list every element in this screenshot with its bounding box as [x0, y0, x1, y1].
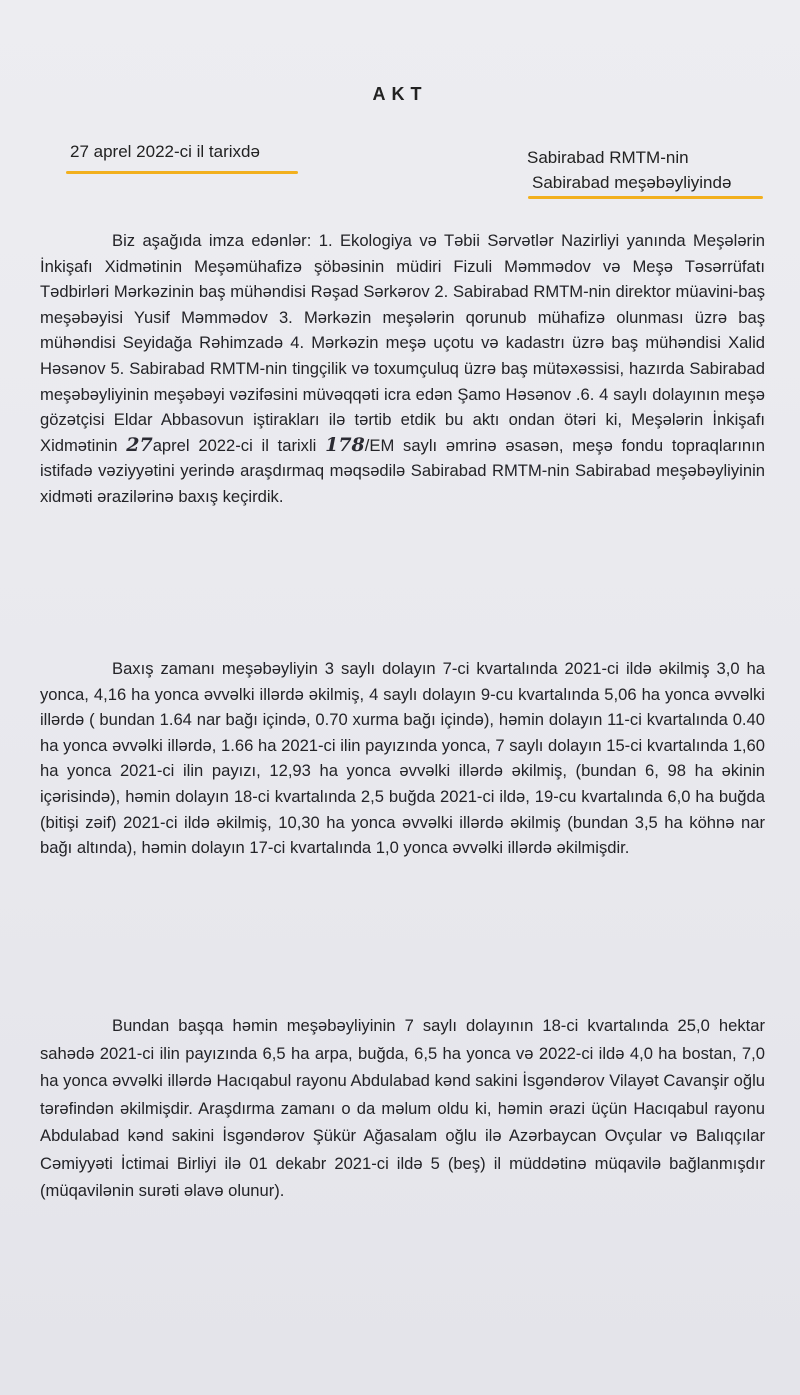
- handwritten-order-number: 178: [325, 433, 365, 456]
- paragraph1-part3: /EM saylı əmrinə əsasən, meşə fondu topraqlarının istifadə vəziyyətini yerində araşdırmaq məqsədilə Sabirabad RMTM-nin Sabirabad meşəbəyliyinin xidməti ərazilərinə baxış keçirdik.: [40, 435, 766, 506]
- place-highlight-underline: [528, 196, 763, 199]
- handwritten-day: 27: [126, 433, 153, 456]
- paragraph1-part1: Biz aşağıda imza edənlər: 1. Ekologiya və Təbii Sərvətlər Nazirliyi yanında Meşələrin İnkişafı Xidmətinin Meşəmühafizə şöbəsinin müdiri Fizuli Məmmədov və Meşə Təsərrüfatı Tədbirləri Mərkəzinin baş mühəndisi Rəşad Sərkərov 2. Sabirabad RMTM-nin direktor müavini-baş meşəbəyisi Yusif Məmmədov 3. Mərkəzin meşələrin qorunub mühafizə olunması üzrə baş mühəndisi Seyidağa Rəhimzadə 4. Mərkəzin meşə uçotu və kadastrı üzrə baş mühəndisi Xalid Həsənov 5. Sabirabad RMTM-nin tingçilik və toxumçuluq üzrə baş mütəxəssisi, hazırda Sabirabad meşəbəyliyinin meşəbəyi vəzifəsini müvəqqəti icra edən Şamo Həsənov .6. 4 saylı dolayının meşə gözətçisi Eldar Abbasovun iştirakları ilə tərtib etdik bu aktı ondan ötəri ki, Meşələrin İnkişafı Xidmətinin: [40, 231, 765, 455]
- date-line: 27 aprel 2022-ci il tarixdə: [70, 142, 260, 161]
- document-title: AKT: [372, 84, 428, 104]
- paragraph-additional: Bundan başqa həmin meşəbəyliyinin 7 saylı dolayının 18-ci kvartalında 25,0 hektar sahədə 2021-ci ilin payızında 6,5 ha arpa, buğda, 6,5 ha yonca və 2022-ci ildə 4,0 ha bostan, 7,0 ha yonca əvvəlki illərdə Hacıqabul rayonu Abdulabad kənd sakini İsgəndərov Vilayət Cavanşir oğlu tərəfindən əkilmişdir. Araşdırma zamanı o da məlum oldu ki, həmin ərazi üçün Hacıqabul rayonu Abdulabad kənd sakini İsgəndərov Şükür Ağasalam oğlu ilə Azərbaycan Ovçular və Balıqçılar Cəmiyyəti İctimai Birliyi ilə 01 dekabr 2021-ci ildə 5 (beş) il müddətinə müqavilə bağlanmışdır (müqavilənin surəti əlavə olunur).: [40, 1016, 765, 1200]
- place-line-2: Sabirabad meşəbəyliyində: [532, 173, 732, 192]
- paragraph-inspection: Baxış zamanı meşəbəyliyin 3 saylı dolayın 7-ci kvartalında 2021-ci ildə əkilmiş 3,0 ha yonca, 4,16 ha yonca əvvəlki illərdə əkilmiş, 4 saylı dolayın 9-cu kvartalında 5,06 ha yonca əvvəlki illərdə ( bundan 1.64 nar bağı içində, 0.70 xurma bağı içində), həmin dolayın 11-ci kvartalında 0.40 ha yonca əvvəlki illərdə, 1.66 ha 2021-ci ilin payızında yonca, 7 saylı dolayın 15-ci kvartalında 1,60 ha yonca 2021-ci ilin payızı, 12,93 ha yonca əvvəlki illərdə əkilmiş, (bundan 6, 98 ha əkinin içərisində), həmin dolayın 18-ci kvartalında 2,5 buğda 2021-ci ildə, 19-cu kvartalında 6,0 ha buğda (bitişi zəif) 2021-ci ildə əkilmiş, 10,30 ha yonca əvvəlki illərdə əkilmiş (bundan 3,5 ha köhnə nar bağı altında), həmin dolayın 17-ci kvartalında 1,0 yonca əvvəlki illərdə əkilmişdir.: [40, 659, 765, 858]
- paragraph-participants: [40, 228, 765, 510]
- paragraph1-part2: aprel 2022-ci il tarixli: [152, 435, 326, 455]
- date-highlight-underline: [66, 171, 298, 174]
- place-line-1: Sabirabad RMTM-nin: [527, 148, 689, 167]
